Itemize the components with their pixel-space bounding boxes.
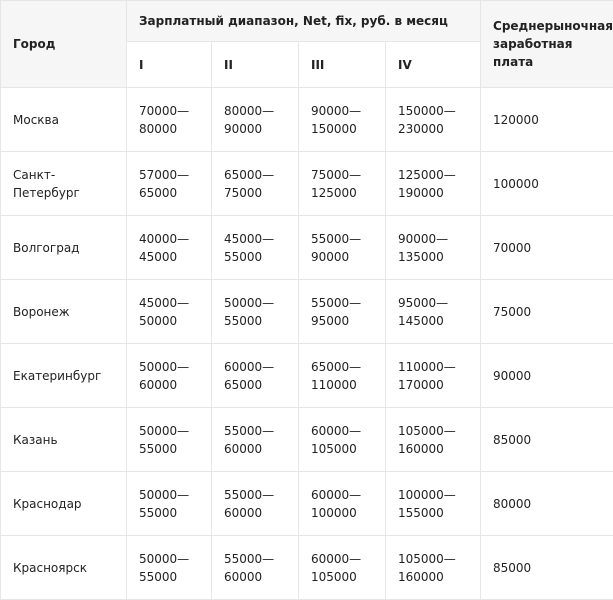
table-body [1,88,613,600]
range-from: 50000— [139,423,190,438]
range-to: 150000 [311,121,357,136]
range-to: 160000 [398,569,444,584]
city-cell [1,152,127,216]
range-from: 90000— [398,231,449,246]
range-from: 55000— [224,551,275,566]
range-to: 90000 [224,121,263,136]
salary-range-cell [386,216,481,280]
city-name-line: Петербург [13,185,80,200]
range-from: 105000— [398,423,456,438]
average-salary-cell: 90000 [481,344,613,408]
header-salary-range: Зарплатный диапазон, Net, fix, руб. в месяц [127,1,481,42]
range-from: 55000— [311,295,362,310]
header-average-line: Среднерыночная [493,19,613,33]
salary-range-cell [127,88,212,152]
average-salary-cell: 80000 [481,472,613,536]
range-to: 100000 [311,505,357,520]
average-salary-cell: 100000 [481,152,613,216]
range-to: 105000 [311,441,357,456]
range-from: 65000— [224,167,275,182]
range-to: 145000 [398,313,444,328]
salary-range-cell [127,472,212,536]
city-name-line: Казань [13,432,58,447]
table-row [1,152,613,216]
range-to: 65000 [139,185,178,200]
range-to: 105000 [311,569,357,584]
salary-range-cell [212,408,299,472]
header-average-salary [481,1,613,88]
range-from: 110000— [398,359,456,374]
city-name-line: Краснодар [13,496,82,511]
range-to: 110000 [311,377,357,392]
average-salary-cell: 70000 [481,216,613,280]
salary-range-cell [299,408,386,472]
city-cell [1,280,127,344]
range-from: 60000— [311,487,362,502]
salary-range-cell [127,280,212,344]
salary-range-cell [212,280,299,344]
range-from: 55000— [224,423,275,438]
table-row [1,88,613,152]
range-to: 50000 [139,313,178,328]
header-average-line: заработная [493,37,573,51]
range-to: 95000 [311,313,350,328]
range-from: 60000— [224,359,275,374]
range-from: 40000— [139,231,190,246]
range-from: 100000— [398,487,456,502]
header-grade-ii: II [212,42,299,88]
salary-range-cell [299,152,386,216]
city-name-line: Волгоград [13,240,80,255]
city-name-line: Москва [13,112,59,127]
range-to: 230000 [398,121,444,136]
salary-range-cell [127,216,212,280]
range-to: 80000 [139,121,178,136]
salary-range-cell [212,536,299,600]
salary-range-cell [299,88,386,152]
range-to: 55000 [139,441,178,456]
city-name-line: Екатеринбург [13,368,102,383]
table-header [1,1,613,88]
range-to: 60000 [224,569,263,584]
city-name-line: Воронеж [13,304,70,319]
header-grade-iv: IV [386,42,481,88]
range-from: 65000— [311,359,362,374]
table-row [1,536,613,600]
city-name-line: Санкт- [13,167,56,182]
range-from: 70000— [139,103,190,118]
salary-range-cell [299,472,386,536]
range-to: 75000 [224,185,263,200]
range-from: 57000— [139,167,190,182]
range-to: 60000 [139,377,178,392]
average-salary-cell: 85000 [481,536,613,600]
city-cell [1,216,127,280]
range-from: 150000— [398,103,456,118]
header-grade-i: I [127,42,212,88]
range-to: 55000 [224,249,263,264]
salary-range-cell [386,280,481,344]
salary-range-cell [212,216,299,280]
range-from: 45000— [139,295,190,310]
range-to: 55000 [139,569,178,584]
salary-range-cell [212,344,299,408]
salary-range-cell [212,88,299,152]
range-to: 90000 [311,249,350,264]
salary-range-cell [299,344,386,408]
salary-range-cell [386,536,481,600]
range-from: 55000— [311,231,362,246]
range-from: 60000— [311,423,362,438]
range-to: 155000 [398,505,444,520]
range-from: 125000— [398,167,456,182]
header-city: Город [1,1,127,88]
range-to: 135000 [398,249,444,264]
range-to: 60000 [224,441,263,456]
table-row [1,408,613,472]
salary-range-cell [127,408,212,472]
range-to: 65000 [224,377,263,392]
range-from: 45000— [224,231,275,246]
range-from: 50000— [139,487,190,502]
range-from: 55000— [224,487,275,502]
city-cell [1,344,127,408]
range-from: 50000— [139,551,190,566]
salary-range-cell [386,88,481,152]
range-from: 80000— [224,103,275,118]
range-from: 75000— [311,167,362,182]
range-from: 105000— [398,551,456,566]
salary-range-cell [212,152,299,216]
city-cell [1,536,127,600]
salary-range-cell [299,216,386,280]
table-row [1,216,613,280]
range-from: 50000— [139,359,190,374]
average-salary-cell: 85000 [481,408,613,472]
range-to: 190000 [398,185,444,200]
range-to: 55000 [139,505,178,520]
city-cell [1,88,127,152]
range-to: 55000 [224,313,263,328]
range-to: 125000 [311,185,357,200]
salary-range-cell [127,344,212,408]
salary-range-cell [299,280,386,344]
range-from: 90000— [311,103,362,118]
header-average-line: плата [493,55,534,69]
range-to: 170000 [398,377,444,392]
average-salary-cell: 120000 [481,88,613,152]
table-row [1,472,613,536]
range-from: 95000— [398,295,449,310]
range-to: 45000 [139,249,178,264]
table-row [1,280,613,344]
range-to: 60000 [224,505,263,520]
range-to: 160000 [398,441,444,456]
salary-range-cell [212,472,299,536]
salary-range-cell [386,152,481,216]
city-cell [1,408,127,472]
city-name-line: Красноярск [13,560,87,575]
salary-range-cell [386,344,481,408]
average-salary-cell: 75000 [481,280,613,344]
city-cell [1,472,127,536]
table-row [1,344,613,408]
range-from: 50000— [224,295,275,310]
salary-range-cell [299,536,386,600]
header-row-top [1,1,613,42]
salary-range-cell [127,536,212,600]
header-grade-iii: III [299,42,386,88]
salary-range-cell [386,408,481,472]
salary-range-cell [127,152,212,216]
range-from: 60000— [311,551,362,566]
salary-range-cell [386,472,481,536]
